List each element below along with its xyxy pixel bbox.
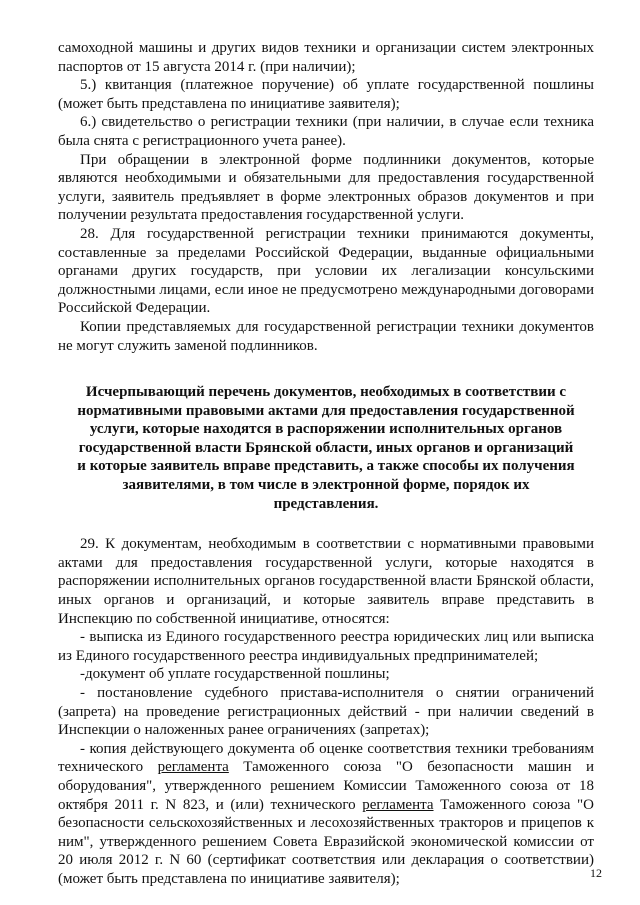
heading-line: представления. xyxy=(273,495,379,512)
text-fragment: Таможенного союза "О безопасности машин и оборудования", утвержденного решением Комиссии Таможенного союза от 18 октября 2011 г. N 823, и (или) технического xyxy=(58,759,595,813)
list-item-extract: - выписка из Единого государственного реестра юридических лиц или выписка из Единого государственного реестра индивидуальных предпринимателей; xyxy=(58,629,594,664)
paragraph-continuation: самоходной машины и других видов техники и организации систем электронных паспортов от 15 августа 2014 г. (при наличии); xyxy=(58,40,594,75)
paragraph-item-5: 5.) квитанция (платежное поручение) об уплате государственной пошлины (может быть представлена по инициативе заявителя); xyxy=(58,77,594,112)
heading-line: и которые заявитель вправе представить, а также способы их получения xyxy=(77,458,575,475)
paragraph-28: 28. Для государственной регистрации техники принимаются документы, составленные за пределами Российской Федерации, выданные официальными органами других государств, при условии их легализации консульскими должностными лицами, если иное не предусмотрено международными договорами Российской Федерации. xyxy=(58,225,594,317)
paragraph-electronic-form: При обращении в электронной форме подлинники документов, которые являются необходимыми и обязательными для предоставления государственной услуги, заявитель предъявляет в форме электронных образов документов и при получении результата предоставления государственной услуги. xyxy=(58,151,594,224)
paragraph-copies: Копии представляемых для государственной регистрации техники документов не могут служить заменой подлинников. xyxy=(58,318,594,354)
regulation-link[interactable]: регламента xyxy=(157,759,229,776)
page-number: 12 xyxy=(590,866,602,880)
list-item-conformity-document xyxy=(58,740,594,889)
list-item-bailiff-resolution: - постановление судебного пристава-исполнителя о снятии ограничений (запрета) на проведение регистрационных действий - при наличии сведений в Инспекции о наложенных ранее ограничениях (запретах); xyxy=(58,685,594,739)
page-content xyxy=(58,39,594,889)
regulation-link[interactable]: регламента xyxy=(362,796,434,813)
heading-line: нормативными правовыми актами для предоставления государственной xyxy=(77,402,575,419)
heading-line: заявителями, в том числе в электронной форме, порядок их xyxy=(122,477,530,494)
heading-line: услуги, которые находятся в распоряжении исполнительных органов xyxy=(89,421,563,438)
list-item-duty-document: -документ об уплате государственной пошлины; xyxy=(80,666,390,683)
heading-line: Исчерпывающий перечень документов, необходимых в соответствии с xyxy=(85,384,567,401)
text-fragment: Таможенного союза "О безопасности сельскохозяйственных и лесохозяйственных тракторов и прицепов к ним", утвержденного решением Совета Евразийской экономической комиссии от 20 июля 2012 г. N 60 (сертификат соответствия или декларация о соответствии)(может быть представлена по инициативе заявителя); xyxy=(58,796,595,887)
section-heading xyxy=(64,383,588,513)
paragraph-29: 29. К документам, необходимым в соответствии с нормативными правовыми актами для предоставления государственной услуги, которые находятся в распоряжении исполнительных органов государственной власти Брянской области, иных органов и организаций, и которые заявитель вправе представить в Инспекцию по собственной инициативе, относятся: xyxy=(58,536,594,627)
heading-line: государственной власти Брянской области, иных органов и организаций xyxy=(78,439,574,456)
text-fragment: - копия действующего документа об оценке соответствия техники требованиям технического xyxy=(58,740,594,776)
paragraph-item-6: 6.) свидетельство о регистрации техники (при наличии, в случае если техника была снята с регистрационного учета ранее). xyxy=(58,114,594,149)
